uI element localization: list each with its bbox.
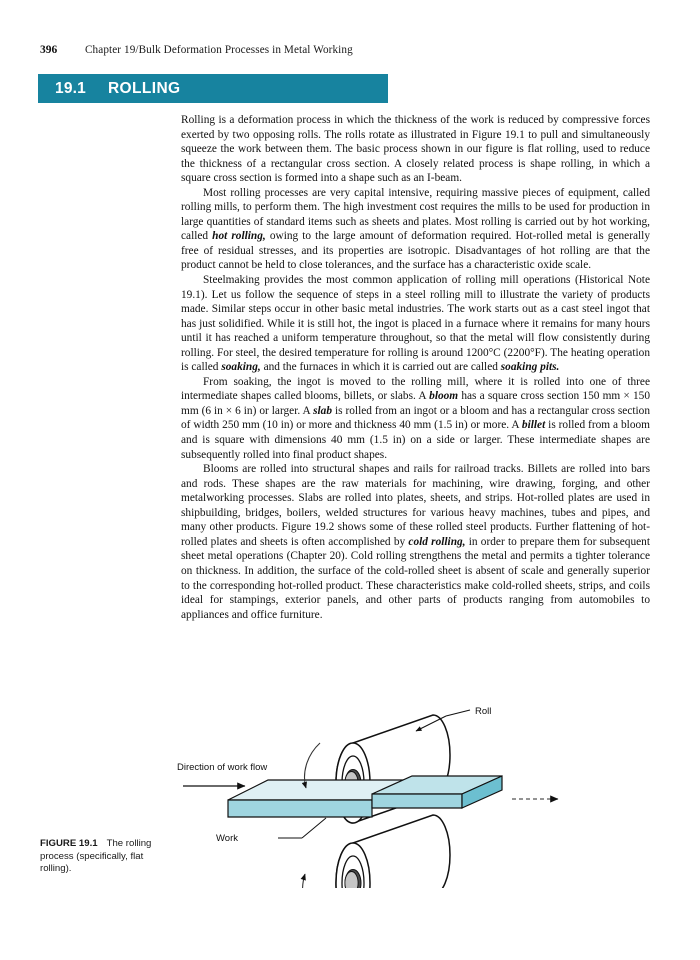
paragraph-1: Rolling is a deformation process in which the thickness of the work is reduced by compressive forces exerted by two opposing rolls. The rolls rotate as illustrated in Figure 19.1 to pull and simultaneously squeeze the work between them. The basic process shown in our figure is flat rolling, used to reduce the thickness of a rectangular cross section. A closely related process is shape rolling, in which a square cross section is formed into a shape such as an I-beam. — [181, 114, 650, 185]
page-number: 396 — [40, 44, 58, 56]
bottom-roll — [336, 815, 450, 888]
emphasized-term: billet — [521, 419, 546, 432]
direction-of-work-flow-label: Direction of work flow — [177, 762, 268, 773]
emphasized-term: soaking, — [221, 361, 261, 374]
emphasized-term: bloom — [429, 390, 459, 403]
bottom-roll-hub — [345, 872, 358, 889]
paragraph-2: Most rolling processes are very capital intensive, requiring massive pieces of equipment, called rolling mills, to perform them. The high investment cost requires the mills to be used for production in large quantities of standard items such as sheets and plates. Most rolling is carried out by hot working, called hot rolling, owing to the large amount of deformation required. Hot-rolled metal is generally free of residual stresses, and its properties are isotropic. Disadvantages of hot rolling are that the product cannot be held to close tolerances, and the surface has a characteristic oxide scale. — [181, 186, 650, 272]
body-text-column — [181, 113, 650, 622]
workpiece — [228, 776, 502, 817]
work-label: Work — [216, 833, 238, 844]
emphasized-term: soaking pits. — [500, 361, 560, 374]
bottom-rotation-arrow — [303, 874, 318, 888]
figure-19-1 — [150, 698, 570, 888]
section-title: ROLLING — [107, 79, 181, 97]
paragraph-5: Blooms are rolled into structural shapes and rails for railroad tracks. Billets are rolled into bars and rods. These shapes are the raw materials for machining, wire drawing, forging, and other metalworking processes. Slabs are rolled into plates, sheets, and strips. Hot-rolled plates are used in shipbuilding, bridges, boilers, welded structures for various heavy machines, tubes and pipes, and many other products. Figure 19.2 shows some of these rolled steel products. Further flattening of hot-rolled plates and sheets is often accomplished by cold rolling, in order to prepare them for subsequent sheet metal operations (Chapter 20). Cold rolling strengthens the metal and permits a tighter tolerance on thickness. In addition, the surface of the cold-rolled sheet is absent of scale and generally superior to the corresponding hot-rolled product. These characteristics make cold-rolled sheets, strips, and coils ideal for stampings, exterior panels, and other parts of products ranging from automobiles to appliances and office furniture. — [181, 463, 650, 621]
emphasized-term: hot rolling, — [212, 230, 266, 243]
section-banner — [38, 74, 388, 103]
roll-label: Roll — [475, 706, 492, 717]
paragraph-3: Steelmaking provides the most common application of rolling mill operations (Historical Note 19.1). Let us follow the sequence of steps in a steel rolling mill to illustrate the variety of products made. Similar steps occur in other basic metal industries. The work starts out as a cast steel ingot that has just solidified. While it is still hot, the ingot is placed in a furnace where it remains for many hours until it has reached a uniform temperature throughout, so that the metal will flow consistently during rolling. For steel, the desired temperature for rolling is around 1200°C (2200°F). The heating operation is called soaking, and the furnaces in which it is carried out are called soaking pits. — [181, 274, 650, 374]
running-head — [40, 44, 660, 60]
figure-caption-label: FIGURE 19.1 — [40, 838, 98, 849]
paragraph-4: From soaking, the ingot is moved to the rolling mill, where it is rolled into one of three intermediate shapes called blooms, billets, or slabs. A bloom has a square cross section 150 mm × 150 mm (6 in × 6 in) or larger. A slab is rolled from an ingot or a bloom and has a rectangular cross section of width 250 mm (10 in) or more and thickness 40 mm (1.5 in) or more. A billet is rolled from a bloom and is square with dimensions 40 mm (1.5 in) on a side or larger. These intermediate shapes are subsequently rolled into final product shapes. — [181, 375, 650, 461]
emphasized-term: slab — [313, 404, 332, 417]
work-leader — [278, 818, 326, 838]
section-number: 19.1 — [55, 79, 86, 97]
chapter-title: Chapter 19/Bulk Deformation Processes in Metal Working — [85, 44, 353, 56]
figure-caption — [40, 838, 175, 876]
emphasized-term: cold rolling, — [408, 535, 466, 548]
figure-caption-text: The rolling process (specifically, flat rolling). — [40, 838, 152, 875]
